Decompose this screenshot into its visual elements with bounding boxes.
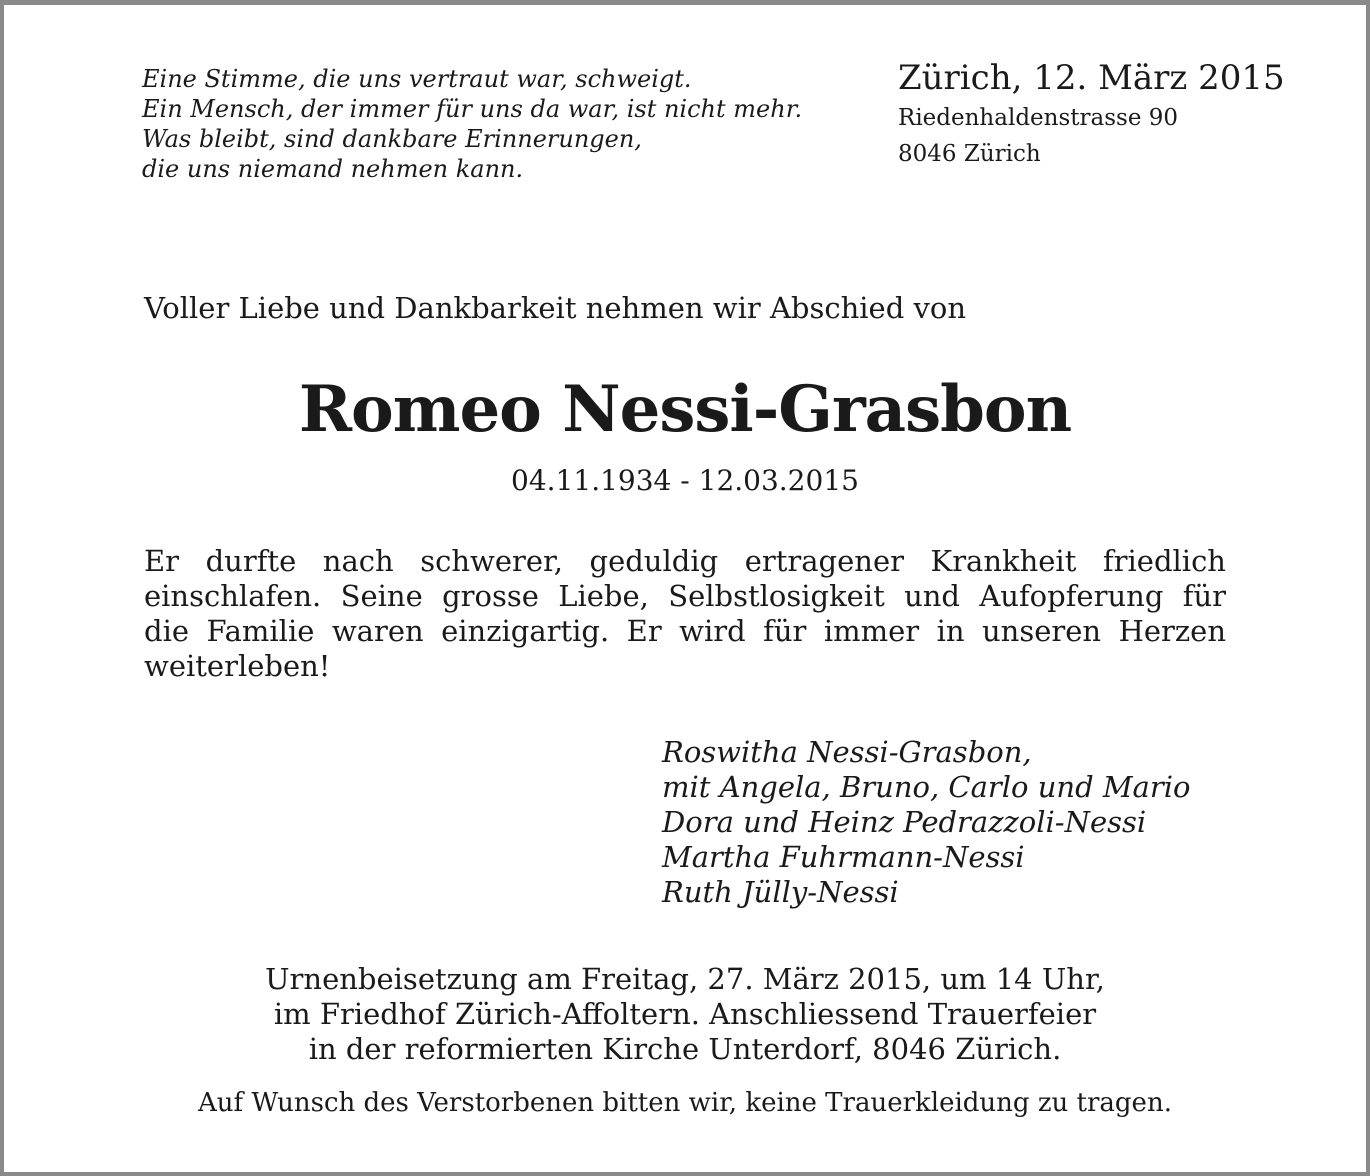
deceased-name: Romeo Nessi-Grasbon — [298, 372, 1072, 447]
tribute-line: einschlafen. Seine grosse Liebe, Selbstlosigkeit und Aufopferung für — [144, 579, 1226, 613]
service-line: in der reformierten Kirche Unterdorf, 8046 Zürich. — [308, 1032, 1062, 1066]
mourners-list — [662, 735, 1190, 910]
burial-service-info — [0, 962, 1370, 1067]
mourner-name: Martha Fuhrmann-Nessi — [662, 840, 1025, 874]
tribute-line: weiterleben! — [144, 649, 331, 683]
verse-line: Eine Stimme, die uns vertraut war, schweigt. — [142, 65, 692, 93]
tribute-paragraph — [144, 544, 1226, 684]
postal-city: 8046 Zürich — [898, 141, 1041, 167]
service-line: im Friedhof Zürich-Affoltern. Anschliessend Trauerfeier — [273, 997, 1097, 1031]
tribute-line: Er durfte nach schwerer, geduldig ertragener Krankheit friedlich — [144, 544, 1226, 578]
verse-line: die uns niemand nehmen kann. — [142, 155, 524, 183]
street-address: Riedenhaldenstrasse 90 — [898, 105, 1179, 131]
memorial-verse — [142, 64, 802, 184]
verse-line: Was bleibt, sind dankbare Erinnerungen, — [142, 125, 642, 153]
tribute-line: die Familie waren einzigartig. Er wird für immer in unseren Herzen — [144, 614, 1226, 648]
service-line: Urnenbeisetzung am Freitag, 27. März 2015, um 14 Uhr, — [265, 962, 1105, 996]
place-and-address — [898, 56, 1285, 172]
farewell-intro: Voller Liebe und Dankbarkeit nehmen wir Abschied von — [144, 291, 966, 325]
lifespan-dates: 04.11.1934 - 12.03.2015 — [511, 464, 859, 497]
mourner-name: Dora und Heinz Pedrazzoli-Nessi — [662, 805, 1147, 839]
mourner-name: Roswitha Nessi-Grasbon, — [662, 735, 1032, 769]
mourner-name: mit Angela, Bruno, Carlo und Mario — [662, 770, 1191, 804]
place-date: Zürich, 12. März 2015 — [898, 58, 1285, 98]
verse-line: Ein Mensch, der immer für uns da war, ist nicht mehr. — [142, 95, 803, 123]
attire-request: Auf Wunsch des Verstorbenen bitten wir, keine Trauerkleidung zu tragen. — [198, 1088, 1172, 1118]
mourner-name: Ruth Jülly-Nessi — [662, 875, 899, 909]
